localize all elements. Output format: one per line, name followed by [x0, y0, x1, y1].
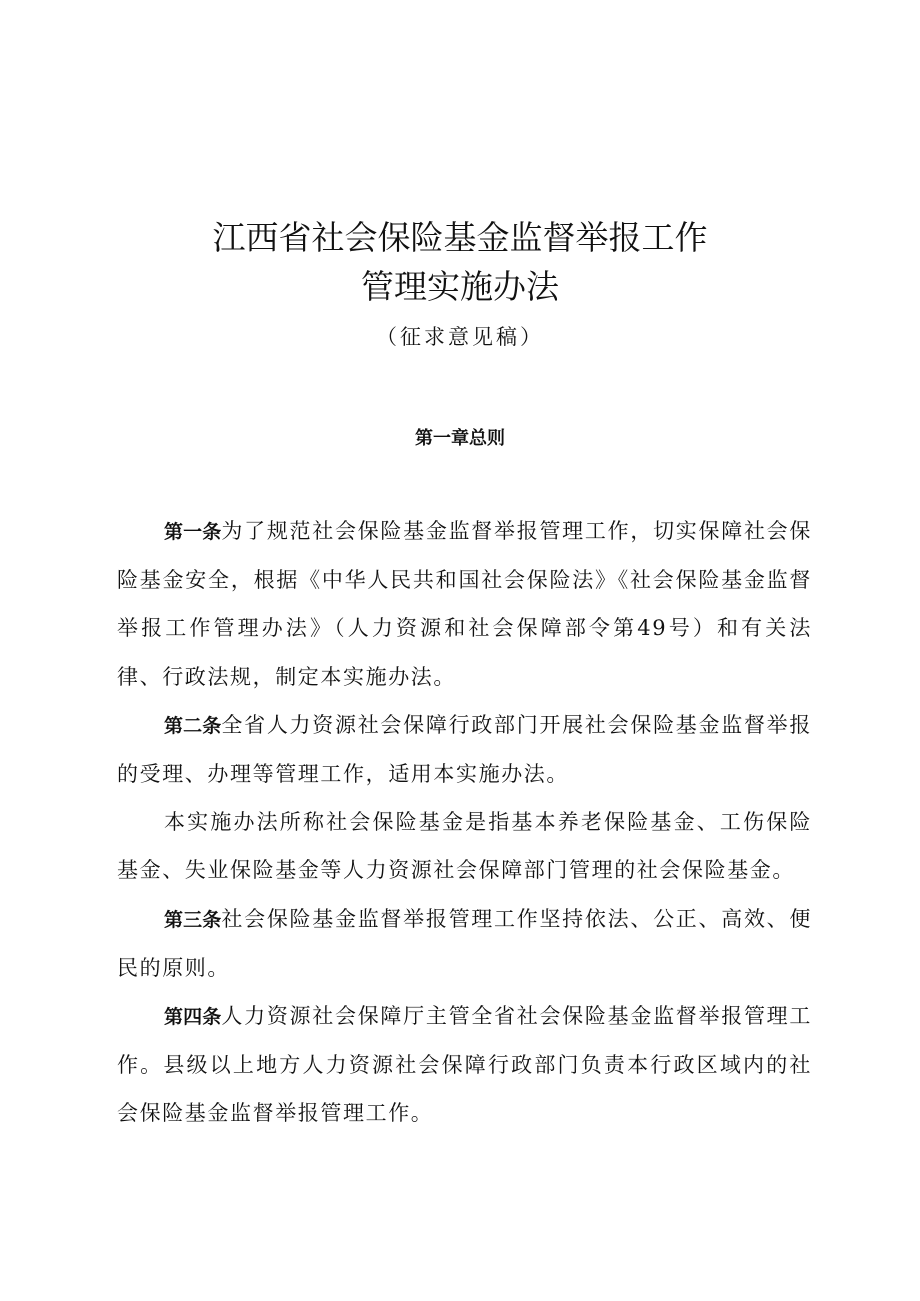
document-body	[117, 507, 812, 1138]
article-2-text: 全省人力资源社会保障行政部门开展社会保险基金监督举报的受理、办理等管理工作，适用本实施办法。	[117, 712, 812, 787]
article-2-paragraph	[117, 701, 812, 798]
article-3-paragraph	[117, 895, 812, 992]
article-1-paragraph	[117, 507, 812, 701]
article-4-label: 第四条	[164, 1006, 222, 1029]
document-title-line1: 江西省社会保险基金监督举报工作	[212, 218, 708, 257]
article-2-label: 第二条	[164, 714, 222, 737]
document-title-line2: 管理实施办法	[361, 267, 559, 306]
article-1-text: 为了规范社会保险基金监督举报管理工作，切实保障社会保险基金安全，根据《中华人民共和国社会保险法》《社会保险基金监督举报工作管理办法》（人力资源和社会保障部令第49号）和有关法律、行政法规，制定本实施办法。	[117, 519, 812, 689]
article-3-label: 第三条	[164, 908, 222, 931]
article-4-paragraph	[117, 992, 812, 1138]
document-subtitle: （征求意见稿）	[376, 325, 544, 349]
article-4-text: 人力资源社会保障厅主管全省社会保险基金监督举报管理工作。县级以上地方人力资源社会保障行政部门负责本行政区域内的社会保险基金监督举报管理工作。	[117, 1004, 812, 1126]
article-2-continuation-paragraph	[117, 798, 812, 894]
chapter-heading: 第一章总则	[415, 428, 505, 449]
article-2-continuation-text: 本实施办法所称社会保险基金是指基本养老保险基金、工伤保险基金、失业保险基金等人力资源社会保障部门管理的社会保险基金。	[117, 810, 812, 883]
article-1-label: 第一条	[164, 521, 222, 543]
article-3-text: 社会保险基金监督举报管理工作坚持依法、公正、高效、便民的原则。	[117, 906, 812, 980]
